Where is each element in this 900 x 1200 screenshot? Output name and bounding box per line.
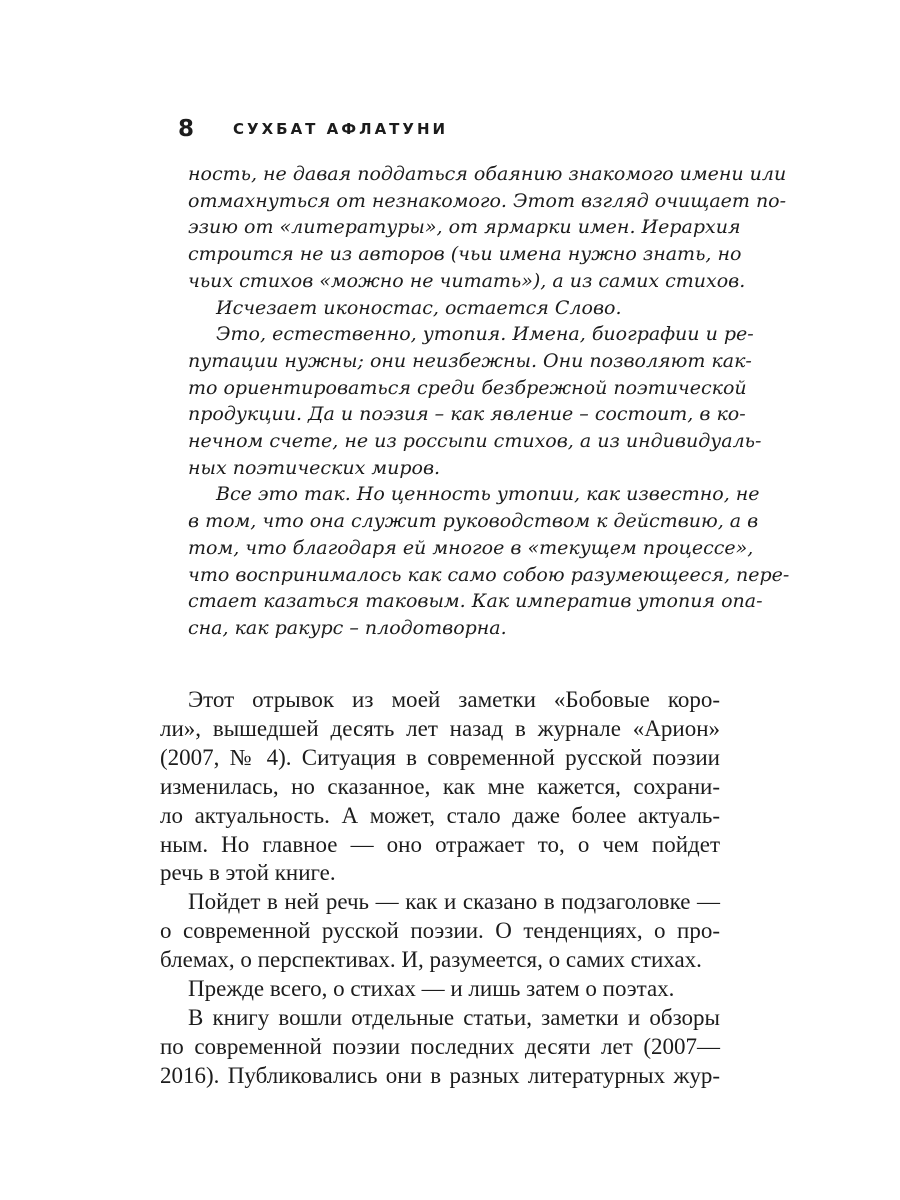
text-line: (2007, № 4). Ситуация в современной русской поэзии <box>160 744 720 770</box>
quote-paragraph <box>188 321 762 481</box>
body-paragraph <box>160 888 720 975</box>
body-paragraph <box>160 1004 720 1091</box>
text-line: 2016). Публиковались они в разных литературных жур- <box>160 1062 720 1088</box>
quote-paragraph <box>188 295 720 322</box>
text-line: ность, не давая поддаться обаянию знакомого имени или <box>188 163 787 185</box>
text-line: эзию от «литературы», от ярмарки имен. Иерархия <box>188 216 741 239</box>
page-number: 8 <box>178 116 195 142</box>
quoted-excerpt <box>188 161 790 642</box>
text-line: речь в этой книге. <box>160 860 336 886</box>
text-line: В книгу вошли отдельные статьи, заметки и обзоры <box>188 1004 720 1030</box>
text-line: нечном счете, не из россыпи стихов, а из индивидуаль- <box>188 430 762 453</box>
text-line: ных поэтических миров. <box>188 456 441 479</box>
text-line: Этот отрывок из моей заметки «Бобовые коро- <box>188 687 720 712</box>
quote-paragraph <box>188 161 787 295</box>
text-line: в том, что она служит руководством к действию, а в <box>188 510 759 533</box>
text-line: ло актуальность. А может, стало даже более актуаль- <box>160 802 720 828</box>
text-line: то ориентироваться среди безбрежной поэтической <box>188 376 747 399</box>
quote-paragraph <box>188 481 790 641</box>
text-line: Это, естественно, утопия. Имена, биографии и ре- <box>216 323 754 346</box>
text-line: чьих стихов «можно не читать»), а из самих стихов. <box>188 269 746 292</box>
text-line: блемах, о перспективах. И, разумеется, о самих стихах. <box>160 947 702 973</box>
text-line: Все это так. Но ценность утопии, как известно, не <box>216 483 760 506</box>
body-paragraph <box>160 686 720 888</box>
text-line: что воспринималось как само собою разумеющееся, пере- <box>188 563 790 586</box>
text-line: Пойдет в ней речь — как и сказано в подзаголовке — <box>188 889 720 915</box>
body-paragraph <box>160 975 720 1004</box>
text-line: стает казаться таковым. Как императив утопия опа- <box>188 590 763 613</box>
text-line: продукции. Да и поэзия – как явление – состоит, в ко- <box>188 403 746 426</box>
text-line: том, что благодаря ей многое в «текущем процессе», <box>188 536 754 559</box>
text-line: Исчезает иконостас, остается Слово. <box>216 296 622 319</box>
text-line: сна, как ракурс – плодотворна. <box>188 616 507 639</box>
text-line: о современной русской поэзии. О тенденциях, о про- <box>160 918 720 944</box>
text-line: изменилась, но сказанное, как мне кажется, сохрани- <box>160 773 720 799</box>
main-text <box>160 686 720 1091</box>
running-head <box>178 114 448 144</box>
text-line: путации нужны; они неизбежны. Они позволяют как- <box>188 349 752 372</box>
running-title: СУХБАТ АФЛАТУНИ <box>233 120 449 138</box>
text-line: строится не из авторов (чьи имена нужно знать, но <box>188 243 742 266</box>
text-line: ным. Но главное — оно отражает то, о чем пойдет <box>160 831 720 857</box>
text-line: ли», вышедшей десять лет назад в журнале «Арион» <box>160 715 720 741</box>
text-line: отмахнуться от незнакомого. Этот взгляд очищает по- <box>188 189 787 212</box>
text-line: по современной поэзии последних десяти лет (2007— <box>160 1033 720 1059</box>
text-line: Прежде всего, о стихах — и лишь затем о поэтах. <box>188 976 675 1002</box>
